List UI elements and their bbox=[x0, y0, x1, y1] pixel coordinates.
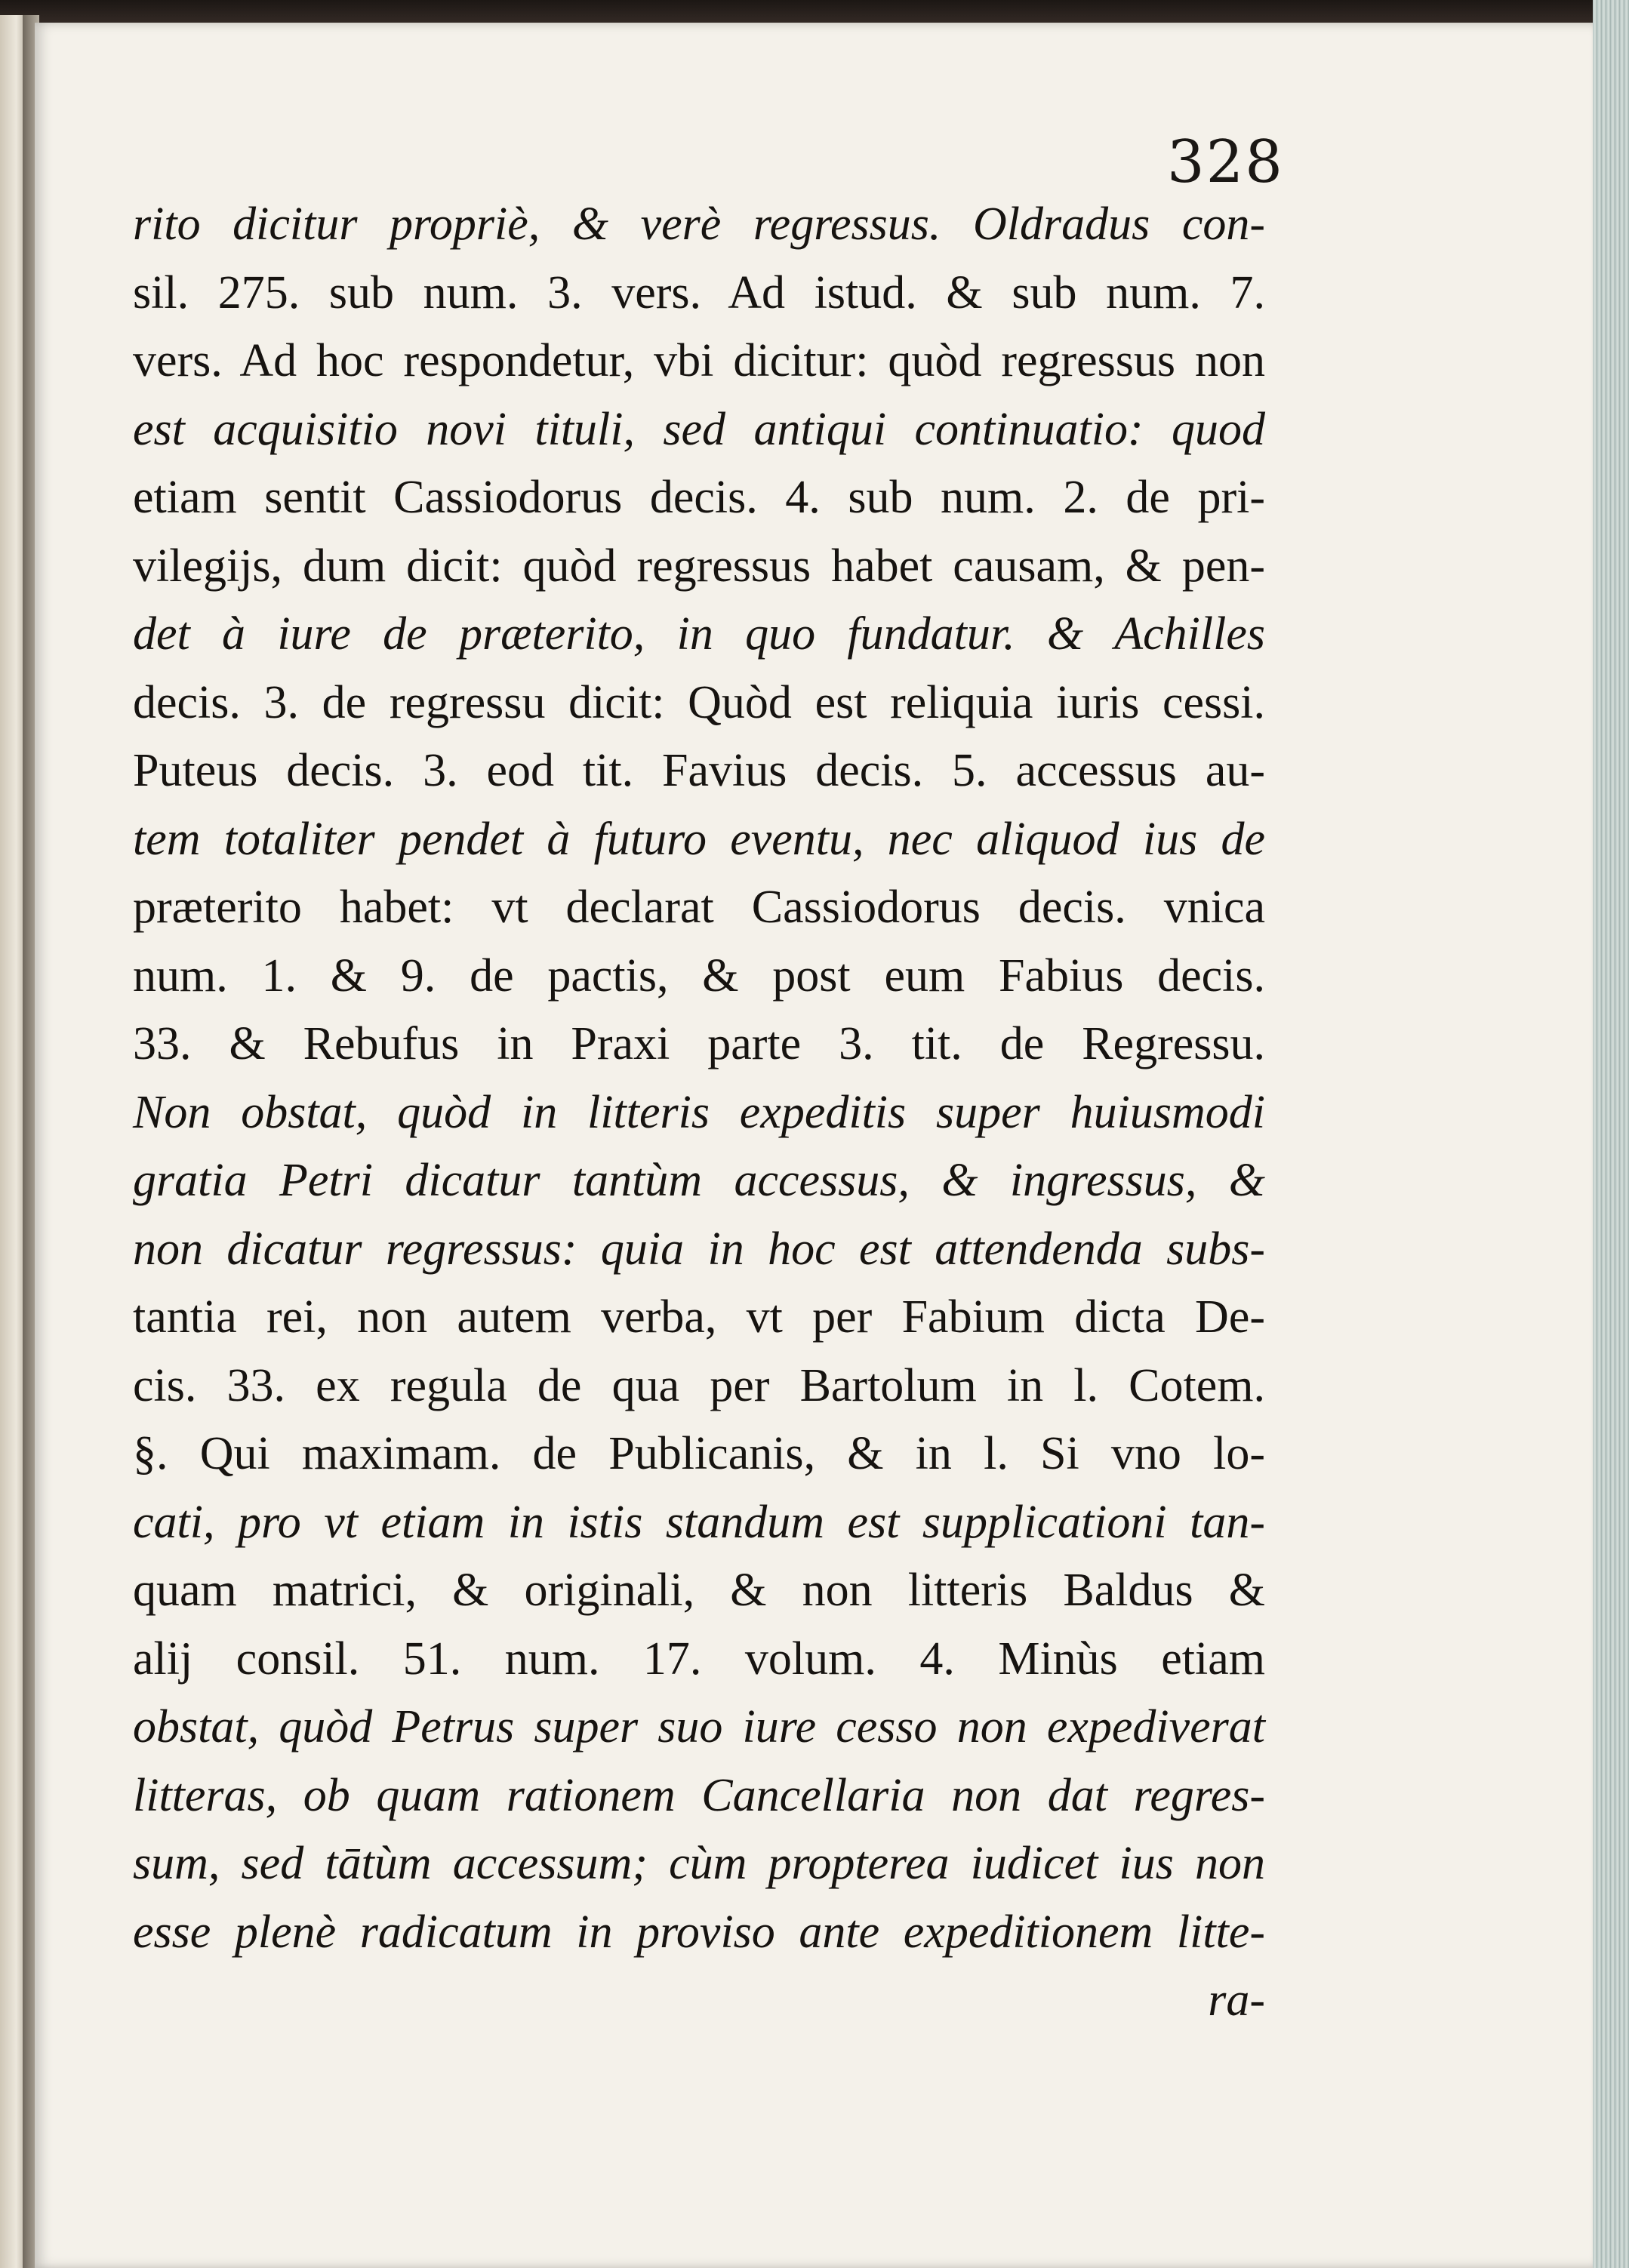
text-line: cati, pro vt etiam in istis standum est supplicationi tan- bbox=[133, 1496, 1265, 1548]
text-line: rito dicitur propriè, & verè regressus. Oldradus con- bbox=[133, 198, 1265, 250]
text-line: num. 1. & 9. de pactis, & post eum Fabius decis. bbox=[133, 949, 1265, 1002]
text-line: Puteus decis. 3. eod tit. Favius decis. 5. accessus au- bbox=[133, 745, 1265, 796]
text-line: 33. & Rebufus in Praxi parte 3. tit. de Regressu. bbox=[133, 1018, 1265, 1069]
catchword: ra- bbox=[1208, 1974, 1265, 2026]
text-line: vers. Ad hoc respondetur, vbi dicitur: quòd regressus non bbox=[133, 335, 1265, 386]
text-line: sil. 275. sub num. 3. vers. Ad istud. & sub num. 7. bbox=[133, 266, 1265, 319]
text-line: sum, sed tātùm accessum; cùm propterea iudicet ius non bbox=[133, 1838, 1265, 1889]
text-line: alij consil. 51. num. 17. volum. 4. Minùs etiam bbox=[133, 1633, 1265, 1685]
text-line: cis. 33. ex regula de qua per Bartolum in l. Cotem. bbox=[133, 1359, 1265, 1411]
text-line: Non obstat, quòd in litteris expeditis super huiusmodi bbox=[133, 1086, 1265, 1138]
text-line: decis. 3. de regressu dicit: Quòd est reliquia iuris cessi. bbox=[133, 676, 1265, 728]
text-block bbox=[133, 190, 1265, 2035]
text-line: gratia Petri dicatur tantùm accessus, & ingressus, & bbox=[133, 1155, 1265, 1206]
text-line: tem totaliter pendet à futuro eventu, nec aliquod ius de bbox=[133, 813, 1265, 865]
text-line: esse plenè radicatum in proviso ante expeditionem litte- bbox=[133, 1906, 1265, 1958]
text-line: est acquisitio novi tituli, sed antiqui continuatio: quod bbox=[133, 403, 1265, 455]
text-line: quam matrici, & originali, & non litteris Baldus & bbox=[133, 1565, 1265, 1616]
text-line: tantia rei, non autem verba, vt per Fabium dicta De- bbox=[133, 1291, 1265, 1343]
book-page bbox=[35, 23, 1597, 2268]
text-line: §. Qui maximam. de Publicanis, & in l. Si vno lo- bbox=[133, 1428, 1265, 1479]
text-line: præterito habet: vt declarat Cassiodorus decis. vnica bbox=[133, 882, 1265, 933]
page-fore-edge bbox=[1593, 0, 1629, 2268]
text-line: non dicatur regressus: quia in hoc est attendenda subs- bbox=[133, 1223, 1265, 1275]
page-number: 328 bbox=[1167, 128, 1284, 196]
text-line: obstat, quòd Petrus super suo iure cesso non expediverat bbox=[133, 1701, 1265, 1753]
text-line: det à iure de præterito, in quo fundatur. & Achilles bbox=[133, 608, 1265, 660]
text-line: etiam sentit Cassiodorus decis. 4. sub num. 2. de pri- bbox=[133, 472, 1265, 523]
text-line: vilegijs, dum dicit: quòd regressus habet causam, & pen- bbox=[133, 540, 1265, 592]
text-line: litteras, ob quam rationem Cancellaria non dat regres- bbox=[133, 1769, 1265, 1821]
